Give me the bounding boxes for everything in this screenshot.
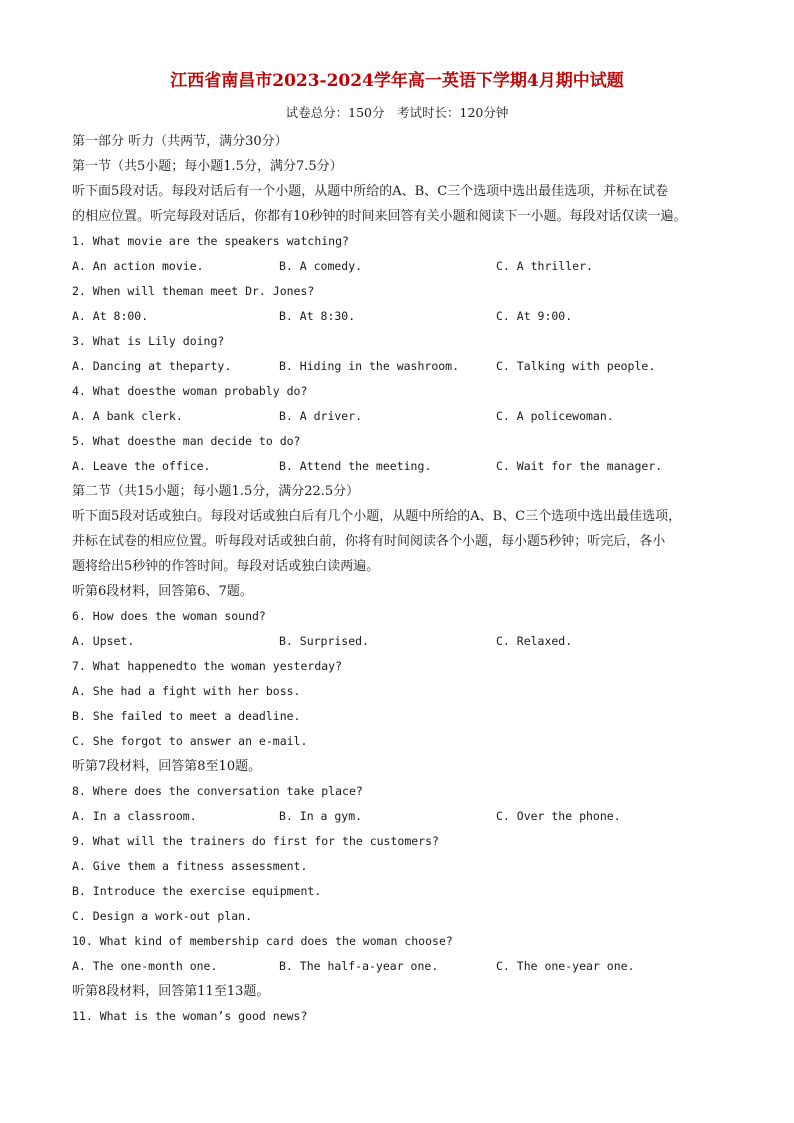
option-a: A. An action movie. — [72, 259, 204, 273]
options-row — [72, 629, 732, 654]
option-b: B. She failed to meet a deadline. — [72, 709, 301, 723]
option-a: A. Leave the office. — [72, 459, 211, 473]
question: 3. What is Lily doing? — [72, 334, 225, 348]
material-heading: 听第6段材料，回答第6、7题。 — [72, 584, 253, 599]
question: 7. What happenedto the woman yesterday? — [72, 659, 343, 673]
section-heading: 第二节（共15小题；每小题1.5分，满分22.5分） — [72, 484, 360, 499]
option-c: C. She forgot to answer an e-mail. — [72, 734, 308, 748]
question: 6. How does the woman sound? — [72, 609, 266, 623]
option-b: B. The half-a-year one. — [279, 959, 439, 973]
instruction-line: 听下面5段对话。每段对话后有一个小题，从题中所给的A、B、C三个选项中选出最佳选项，并标在试卷 — [72, 184, 669, 199]
option-c: C. Relaxed. — [496, 634, 573, 648]
options-row — [72, 804, 732, 829]
material-heading: 听第8段材料，回答第11至13题。 — [72, 984, 270, 999]
exam-info: 试卷总分：150分 考试时长：120分钟 — [285, 105, 509, 120]
option-c: C. Wait for the manager. — [496, 459, 663, 473]
option-c: C. At 9:00. — [496, 309, 573, 323]
question: 8. Where does the conversation take place? — [72, 784, 363, 798]
exam-content — [72, 129, 732, 1029]
question: 10. What kind of membership card does the woman choose? — [72, 934, 453, 948]
options-row — [72, 404, 732, 429]
options-row — [72, 354, 732, 379]
option-b: B. In a gym. — [279, 809, 363, 823]
option-b: B. Attend the meeting. — [279, 459, 432, 473]
option-a: A. In a classroom. — [72, 809, 197, 823]
options-row — [72, 304, 732, 329]
option-c: C. A thriller. — [496, 259, 593, 273]
question: 2. When will theman meet Dr. Jones? — [72, 284, 315, 298]
option-a: A. Give them a fitness assessment. — [72, 859, 308, 873]
option-b: B. Introduce the exercise equipment. — [72, 884, 322, 898]
option-b: B. Surprised. — [279, 634, 370, 648]
options-row — [72, 954, 732, 979]
material-heading: 听第7段材料，回答第8至10题。 — [72, 759, 262, 774]
option-b: B. A comedy. — [279, 259, 363, 273]
option-a: A. A bank clerk. — [72, 409, 183, 423]
instruction-line: 听下面5段对话或独白。每段对话或独白后有几个小题，从题中所给的A、B、C三个选项中选出最佳选项， — [72, 509, 682, 524]
option-a: A. The one-month one. — [72, 959, 218, 973]
part-heading: 第一部分 听力（共两节，满分30分） — [72, 134, 288, 149]
section-heading: 第一节（共5小题；每小题1.5分，满分7.5分） — [72, 159, 343, 174]
option-c: C. Talking with people. — [496, 359, 656, 373]
option-b: B. Hiding in the washroom. — [279, 359, 460, 373]
instruction-line: 题将给出5秒钟的作答时间。每段对话或独白读两遍。 — [72, 559, 380, 574]
option-a: A. At 8:00. — [72, 309, 149, 323]
option-b: B. A driver. — [279, 409, 363, 423]
question: 1. What movie are the speakers watching? — [72, 234, 349, 248]
option-b: B. At 8:30. — [279, 309, 356, 323]
option-c: C. Design a work-out plan. — [72, 909, 253, 923]
page-title: 江西省南昌市2023-2024学年高一英语下学期4月期中试题 — [170, 71, 624, 91]
option-c: C. Over the phone. — [496, 809, 621, 823]
option-a: A. Upset. — [72, 634, 135, 648]
question: 9. What will the trainers do first for the customers? — [72, 834, 439, 848]
question: 11. What is the woman’s good news? — [72, 1009, 308, 1023]
options-row — [72, 454, 732, 479]
instruction-line: 并标在试卷的相应位置。听每段对话或独白前，你将有时间阅读各个小题，每小题5秒钟；听完后，各小 — [72, 534, 666, 549]
option-c: C. The one-year one. — [496, 959, 635, 973]
option-a: A. Dancing at theparty. — [72, 359, 232, 373]
option-c: C. A policewoman. — [496, 409, 614, 423]
options-row — [72, 254, 732, 279]
question: 4. What doesthe woman probably do? — [72, 384, 308, 398]
question: 5. What doesthe man decide to do? — [72, 434, 301, 448]
option-a: A. She had a fight with her boss. — [72, 684, 301, 698]
instruction-line: 的相应位置。听完每段对话后，你都有10秒钟的时间来回答有关小题和阅读下一小题。每段对话仅读一遍。 — [72, 209, 687, 224]
